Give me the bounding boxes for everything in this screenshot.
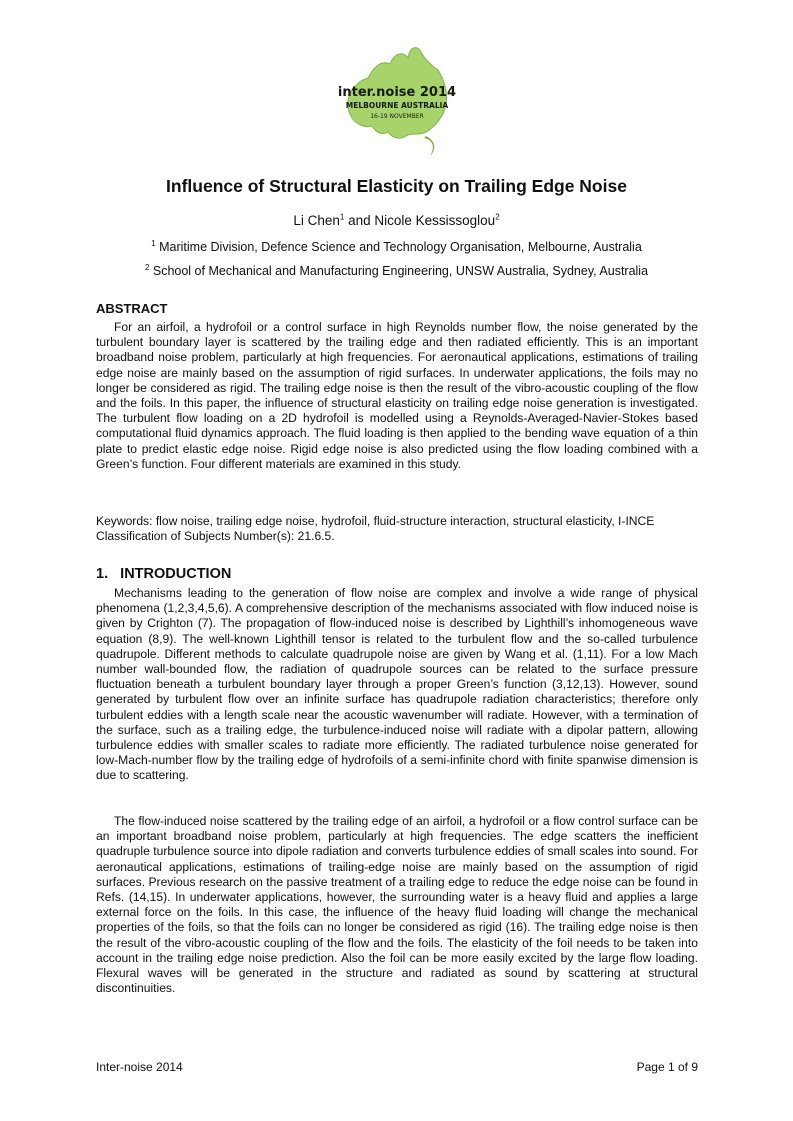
- logo-location: MELBOURNE AUSTRALIA: [345, 101, 449, 110]
- affiliation-2: [0, 264, 793, 278]
- affiliation-1-text: Maritime Division, Defence Science and Technology Organisation, Melbourne, Australia: [155, 240, 642, 254]
- author-1-sup: 1: [339, 212, 345, 222]
- boomerang-shape: [424, 136, 434, 156]
- intro-paragraph-2: The flow-induced noise scattered by the trailing edge of an airfoil, a hydrofoil or a flow control surface can be an important broadband noise problem, particularly at high frequencies. The edge scatters the inefficient quadruple turbulence source into dipole radiation and converts turbulence eddies of small scales into sound. For aeronautical applications, estimations of trailing-edge noise are mainly based on the assumption of rigid surfaces. Previous research on the passive treatment of a trailing edge to reduce the edge noise can be found in Refs. (14,15). In underwater applications, however, the surrounding water is a heavy fluid and applies a large external force on the foils. In this case, the influence of the heavy fluid loading will change the mechanical properties of the foils, so that the foils can no longer be considered as rigid (16). The trailing edge noise is then the result of the vibro-acoustic coupling of the flow and the foils. The elasticity of the foil needs to be taken into account in the trailing edge noise prediction. Also the foil can be more easily excited by the large flow loading. Flexural waves will be generated in the structure and radiated as sound by scattering at structural discontinuities.: [96, 814, 698, 996]
- affiliation-1: [0, 240, 793, 254]
- paper-title: Influence of Structural Elasticity on Trailing Edge Noise: [166, 176, 627, 196]
- logo-name: inter.noise 2014: [337, 85, 457, 100]
- author-2-sup: 2: [495, 212, 500, 222]
- author-1: Li Chen: [293, 213, 340, 228]
- footer-conference: Inter-noise 2014: [96, 1060, 183, 1074]
- affiliation-1-sup: 1: [151, 238, 156, 248]
- intro-heading: 1. INTRODUCTION: [96, 566, 232, 582]
- australia-map-logo: [330, 40, 465, 165]
- intro-paragraph-1: Mechanisms leading to the generation of flow noise are complex and involve a wide range of physical phenomena (1,2,3,4,5,6). A comprehensive description of the mechanisms associated with flow induced noise is given by Crighton (7). The propagation of flow-induced noise is described by Lighthill’s inhomogeneous wave equation (8,9). The well-known Lighthill tensor is related to the turbulent flow and the so-called turbulence quadrupole. Different methods to calculate quadrupole noise are given by Wang et al. (1,11). For a low Mach number wall-bounded flow, the radiation of quadrupole sources can be related to the surface pressure fluctuation beneath a turbulent boundary layer through a proper Green’s function (3,12,13). However, sound generated by turbulent flow over an infinite surface has quadrupole radiation characteristics; therefore only turbulent eddies with a length scale near the acoustic wavenumber will radiate. However, with a termination of the surface, such as a trailing edge, the turbulence-induced noise will radiate with a dipolar pattern, allowing turbulence eddies with smaller scales to radiate more efficiently. The radiated turbulence noise generated for low-Mach-number flow by the trailing edge of hydrofoils of a semi-infinite chord with finite spanwise dimension is due to scattering.: [96, 586, 698, 783]
- affiliation-2-sup: 2: [144, 262, 150, 272]
- abstract-text: For an airfoil, a hydrofoil or a control surface in high Reynolds number flow, the noise generated by the turbulent boundary layer is scattered by the trailing edge and then radiated efficiently. This is an important broadband noise problem, particularly at high frequencies. For aeronautical applications, estimations of trailing edge noise are mainly based on the assumption of rigid surfaces. In underwater applications, the foils may no longer be considered as rigid. The trailing edge noise is then the result of the vibro-acoustic coupling of the flow and the foils. In this paper, the influence of structural elasticity on trailing edge noise generation is investigated. The turbulent flow loading on a 2D hydrofoil is modelled using a Reynolds-Averaged-Navier-Stokes based computational fluid dynamics approach. The fluid loading is then applied to the bending wave equation of a thin plate to predict elastic edge noise. Rigid edge noise is also predicted using the flow loading combined with a Green’s function. Four different materials are examined in this study.: [96, 320, 698, 471]
- logo-dates: 16-19 NOVEMBER: [370, 113, 424, 120]
- affiliation-2-text: School of Mechanical and Manufacturing Engineering, UNSW Australia, Sydney, Australia: [149, 264, 649, 278]
- author-line: [0, 213, 793, 228]
- footer-page-number: Page 1 of 9: [636, 1060, 698, 1074]
- abstract-heading: ABSTRACT: [96, 301, 168, 316]
- author-conjunction: and: [344, 213, 375, 228]
- conference-logo: [330, 40, 465, 165]
- keywords: Keywords: flow noise, trailing edge noise, hydrofoil, fluid-structure interaction, structural elasticity, I-INCE Classification of Subjects Number(s): 21.6.5.: [96, 514, 655, 544]
- author-2: Nicole Kessissoglou: [374, 213, 496, 228]
